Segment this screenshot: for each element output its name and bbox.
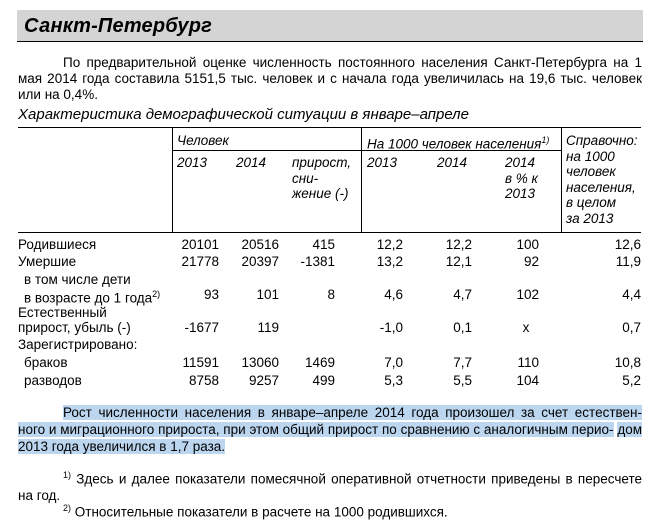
group-rule-persons (172, 150, 361, 151)
cell-births-col6: 100 (516, 237, 539, 252)
cell-deaths-col5: 12,1 (445, 254, 472, 269)
intro-paragraph: По предварительной оценке численность постоянного населения Санкт-Петербурга на 1 мая 2014 года составила 5151,5 тыс. человек и с начала года увеличилась на 19,6 тыс. человек или на 0,4%. (18, 55, 642, 102)
header-col-ref: Справочно: на 1000 человек населения, в целом за 2013 (566, 133, 638, 226)
cell-infants-col3: 8 (327, 287, 335, 302)
cell-marriages-col1: 11591 (182, 355, 219, 370)
table-divider-left (172, 127, 173, 232)
row-label-natural-growth: Естественный прирост, убыль (-) (18, 305, 131, 335)
cell-marriages-col2: 13060 (241, 355, 279, 370)
cell-infants-col1: 93 (203, 287, 219, 302)
cell-infants-col5: 4,7 (453, 287, 472, 302)
cell-deaths-col4: 13,2 (376, 254, 403, 269)
header-per1000: На 1000 человек населения$^{1)}$ (367, 135, 550, 152)
cell-natural-growth-col6: x (522, 320, 530, 335)
highlight-line-3: дом 2013 года увеличился в 1,7 раза. (18, 422, 642, 454)
highlight-line-1: Рост численности населения в январе–апреле 2014 года произошел за счет естествен- (63, 405, 642, 420)
cell-infants-col4: 4,6 (384, 287, 403, 302)
header-col-pct: 2014 в % к 2013 (505, 155, 538, 201)
cell-natural-growth-col7: 0,7 (622, 320, 641, 335)
footnote-1: $^{1)}$ Здесь и далее показатели помесячной оперативной отчетности приведены в пересчете на год. (18, 470, 642, 503)
cell-births-col4: 12,2 (376, 237, 403, 252)
cell-deaths-col6: 92 (523, 254, 539, 269)
cell-deaths-col1: 21778 (181, 254, 219, 269)
row-label-divorces: разводов (24, 373, 82, 388)
table-top-rule (18, 127, 641, 128)
header-persons: Человек (177, 133, 229, 148)
cell-natural-growth-col4: -1,0 (379, 320, 403, 335)
cell-births-col7: 12,6 (614, 237, 641, 252)
table-divider-right (561, 127, 562, 232)
header-col-growth: прирост, сни- жение (-) (292, 155, 352, 201)
cell-natural-growth-col5: 0,1 (453, 320, 472, 335)
cell-divorces-col1: 8758 (188, 373, 219, 388)
table-title: Характеристика демографической ситуации в январе–апреле (18, 106, 469, 123)
cell-deaths-col2: 20397 (241, 254, 279, 269)
header-col-r2013: 2013 (367, 155, 398, 170)
row-label-births: Родившиеся (18, 237, 97, 252)
table-divider-mid (361, 127, 362, 232)
highlight-line-2: ного и миграционного прироста, при этом общий прирост по сравнению с аналогичным перио- (18, 422, 614, 437)
header-col-2013: 2013 (177, 155, 208, 170)
growth-paragraph (18, 404, 642, 455)
page-title: Санкт-Петербург (24, 15, 212, 37)
cell-divorces-col7: 5,2 (622, 373, 641, 388)
cell-natural-growth-col1: -1677 (184, 320, 219, 335)
cell-divorces-col6: 104 (516, 373, 539, 388)
cell-divorces-col3: 499 (312, 373, 335, 388)
cell-marriages-col5: 7,7 (453, 355, 472, 370)
cell-births-col5: 12,2 (445, 237, 472, 252)
cell-divorces-col2: 9257 (248, 373, 279, 388)
row-label-marriages: браков (24, 355, 68, 370)
cell-marriages-col6: 110 (517, 355, 539, 370)
cell-divorces-col5: 5,5 (453, 373, 472, 388)
cell-marriages-col3: 1469 (304, 355, 335, 370)
table-header-rule (18, 232, 641, 233)
cell-marriages-col4: 7,0 (384, 355, 403, 370)
cell-infants-col2: 101 (256, 287, 279, 302)
cell-divorces-col4: 5,3 (384, 373, 403, 388)
cell-births-col2: 20516 (241, 237, 279, 252)
header-col-2014: 2014 (236, 155, 267, 170)
cell-deaths-col3: -1381 (300, 254, 335, 269)
cell-marriages-col7: 10,8 (614, 355, 641, 370)
row-label-registered: Зарегистрировано: (18, 337, 138, 352)
footnote-2: $^{2)}$ Относительные показатели в расчете на 1000 родившихся. (63, 503, 448, 520)
row-label-deaths: Умершие (18, 254, 77, 269)
header-col-r2014: 2014 (437, 155, 468, 170)
row-label-infants: в том числе дети в возрасте до 1 года$^{2)}$ (24, 272, 161, 306)
cell-infants-col6: 102 (516, 287, 539, 302)
cell-births-col3: 415 (312, 237, 335, 252)
cell-deaths-col7: 11,9 (615, 254, 641, 269)
cell-infants-col7: 4,4 (622, 287, 641, 302)
cell-natural-growth-col2: 119 (257, 320, 279, 335)
cell-births-col1: 20101 (181, 237, 219, 252)
